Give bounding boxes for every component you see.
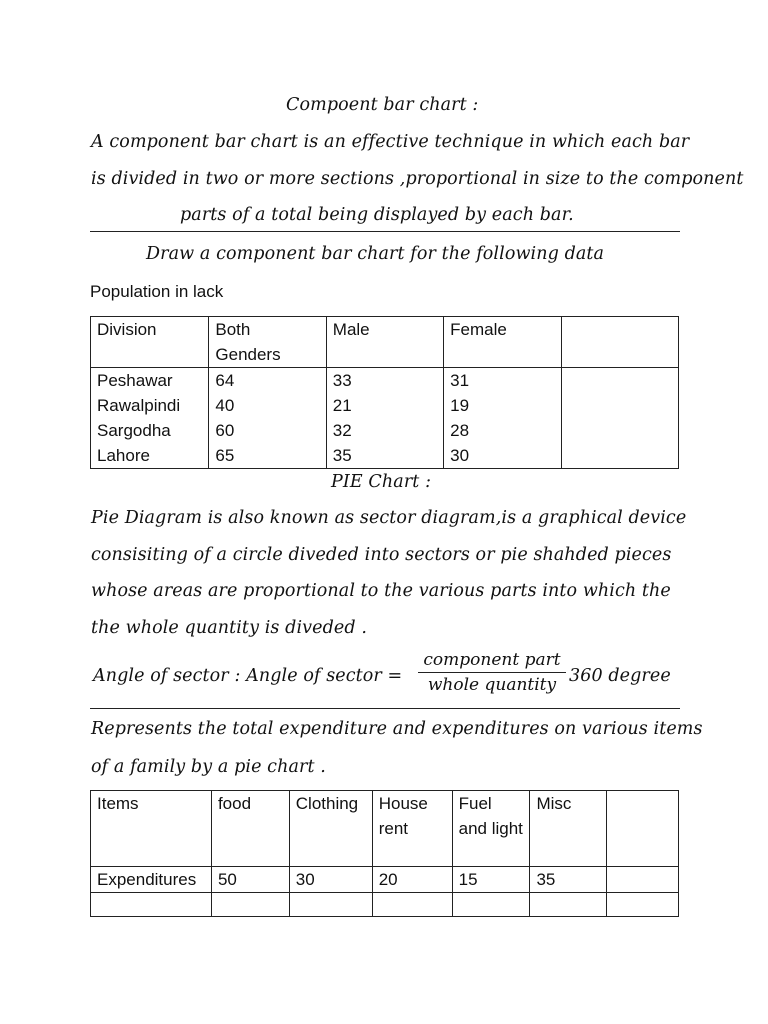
table-row — [91, 893, 679, 917]
table-cell — [607, 893, 679, 917]
header-misc: Misc — [530, 791, 607, 867]
table-cell — [91, 893, 212, 917]
formula-denominator: whole quantity — [427, 675, 557, 695]
table-cell: 64 — [215, 371, 235, 390]
table-row — [91, 867, 679, 893]
table-cell — [372, 893, 452, 917]
section1-title: Compoent bar chart : — [286, 95, 479, 115]
section2-paragraph-line-3: whose areas are proportional to the various parts into which the — [91, 581, 671, 601]
table-cell: Peshawar — [97, 371, 173, 390]
fraction-bar — [418, 672, 566, 673]
header-empty — [607, 791, 679, 867]
division-column — [91, 368, 209, 469]
section1-paragraph-line-1: A component bar chart is an effective technique in which each bar — [91, 132, 690, 152]
population-table-header-row — [91, 317, 679, 368]
table-cell: 35 — [530, 867, 607, 893]
header-both-genders: Both Genders — [209, 317, 326, 368]
population-table-caption: Population in lack — [90, 282, 224, 301]
divider-rule — [90, 231, 680, 232]
header-male: Male — [326, 317, 443, 368]
header-items: Items — [91, 791, 212, 867]
table-cell — [607, 867, 679, 893]
table-cell: Lahore — [97, 446, 150, 465]
empty-column — [561, 368, 678, 469]
formula-numerator: component part — [423, 650, 561, 670]
table-cell: 50 — [211, 867, 289, 893]
table-cell: Expenditures — [91, 867, 212, 893]
section2-instruction-line-1: Represents the total expenditure and expenditures on various items — [91, 719, 703, 739]
section2-instruction-line-2: of a family by a pie chart . — [91, 757, 326, 777]
table-cell: 40 — [215, 396, 235, 415]
expenditure-table-header-row — [91, 791, 679, 867]
header-food: food — [211, 791, 289, 867]
table-cell — [452, 893, 530, 917]
both-genders-column — [209, 368, 326, 469]
table-cell: 15 — [452, 867, 530, 893]
header-division: Division — [91, 317, 209, 368]
formula-rhs: 360 degree — [569, 666, 671, 686]
table-cell: 19 — [450, 396, 470, 415]
formula-fraction — [418, 650, 566, 695]
table-cell: 65 — [215, 446, 235, 465]
table-cell: 32 — [332, 421, 352, 440]
table-cell: 28 — [450, 421, 470, 440]
divider-rule — [90, 708, 680, 709]
population-table-body-row — [91, 368, 679, 469]
expenditure-table — [90, 790, 679, 917]
male-column — [326, 368, 443, 469]
table-cell — [289, 893, 372, 917]
table-cell: 33 — [332, 371, 352, 390]
formula-lhs: Angle of sector : Angle of sector = — [93, 666, 403, 686]
header-clothing: Clothing — [289, 791, 372, 867]
table-cell: Sargodha — [97, 421, 171, 440]
header-fuel-and-light: Fuel and light — [452, 791, 530, 867]
table-cell: 31 — [450, 371, 470, 390]
table-cell: Rawalpindi — [97, 396, 181, 415]
section1-paragraph-line-2: is divided in two or more sections ,proportional in size to the component — [91, 169, 744, 189]
table-cell: 20 — [372, 867, 452, 893]
table-cell — [530, 893, 607, 917]
header-female: Female — [444, 317, 561, 368]
table-cell: 35 — [332, 446, 352, 465]
section2-paragraph-line-2: consisiting of a circle diveded into sectors or pie shahded pieces — [91, 545, 672, 565]
section2-title: PIE Chart : — [331, 472, 432, 492]
table-cell: 30 — [450, 446, 470, 465]
table-cell: 60 — [215, 421, 235, 440]
section1-paragraph-line-3: parts of a total being displayed by each bar. — [180, 205, 574, 225]
table-cell — [211, 893, 289, 917]
population-table — [90, 316, 679, 469]
table-cell: 21 — [332, 396, 352, 415]
female-column — [444, 368, 561, 469]
section1-instruction: Draw a component bar chart for the following data — [146, 244, 605, 264]
section2-paragraph-line-4: the whole quantity is diveded . — [91, 618, 367, 638]
section2-paragraph-line-1: Pie Diagram is also known as sector diagram,is a graphical device — [91, 508, 687, 528]
header-house-rent: House rent — [372, 791, 452, 867]
header-empty — [561, 317, 678, 368]
table-cell: 30 — [289, 867, 372, 893]
